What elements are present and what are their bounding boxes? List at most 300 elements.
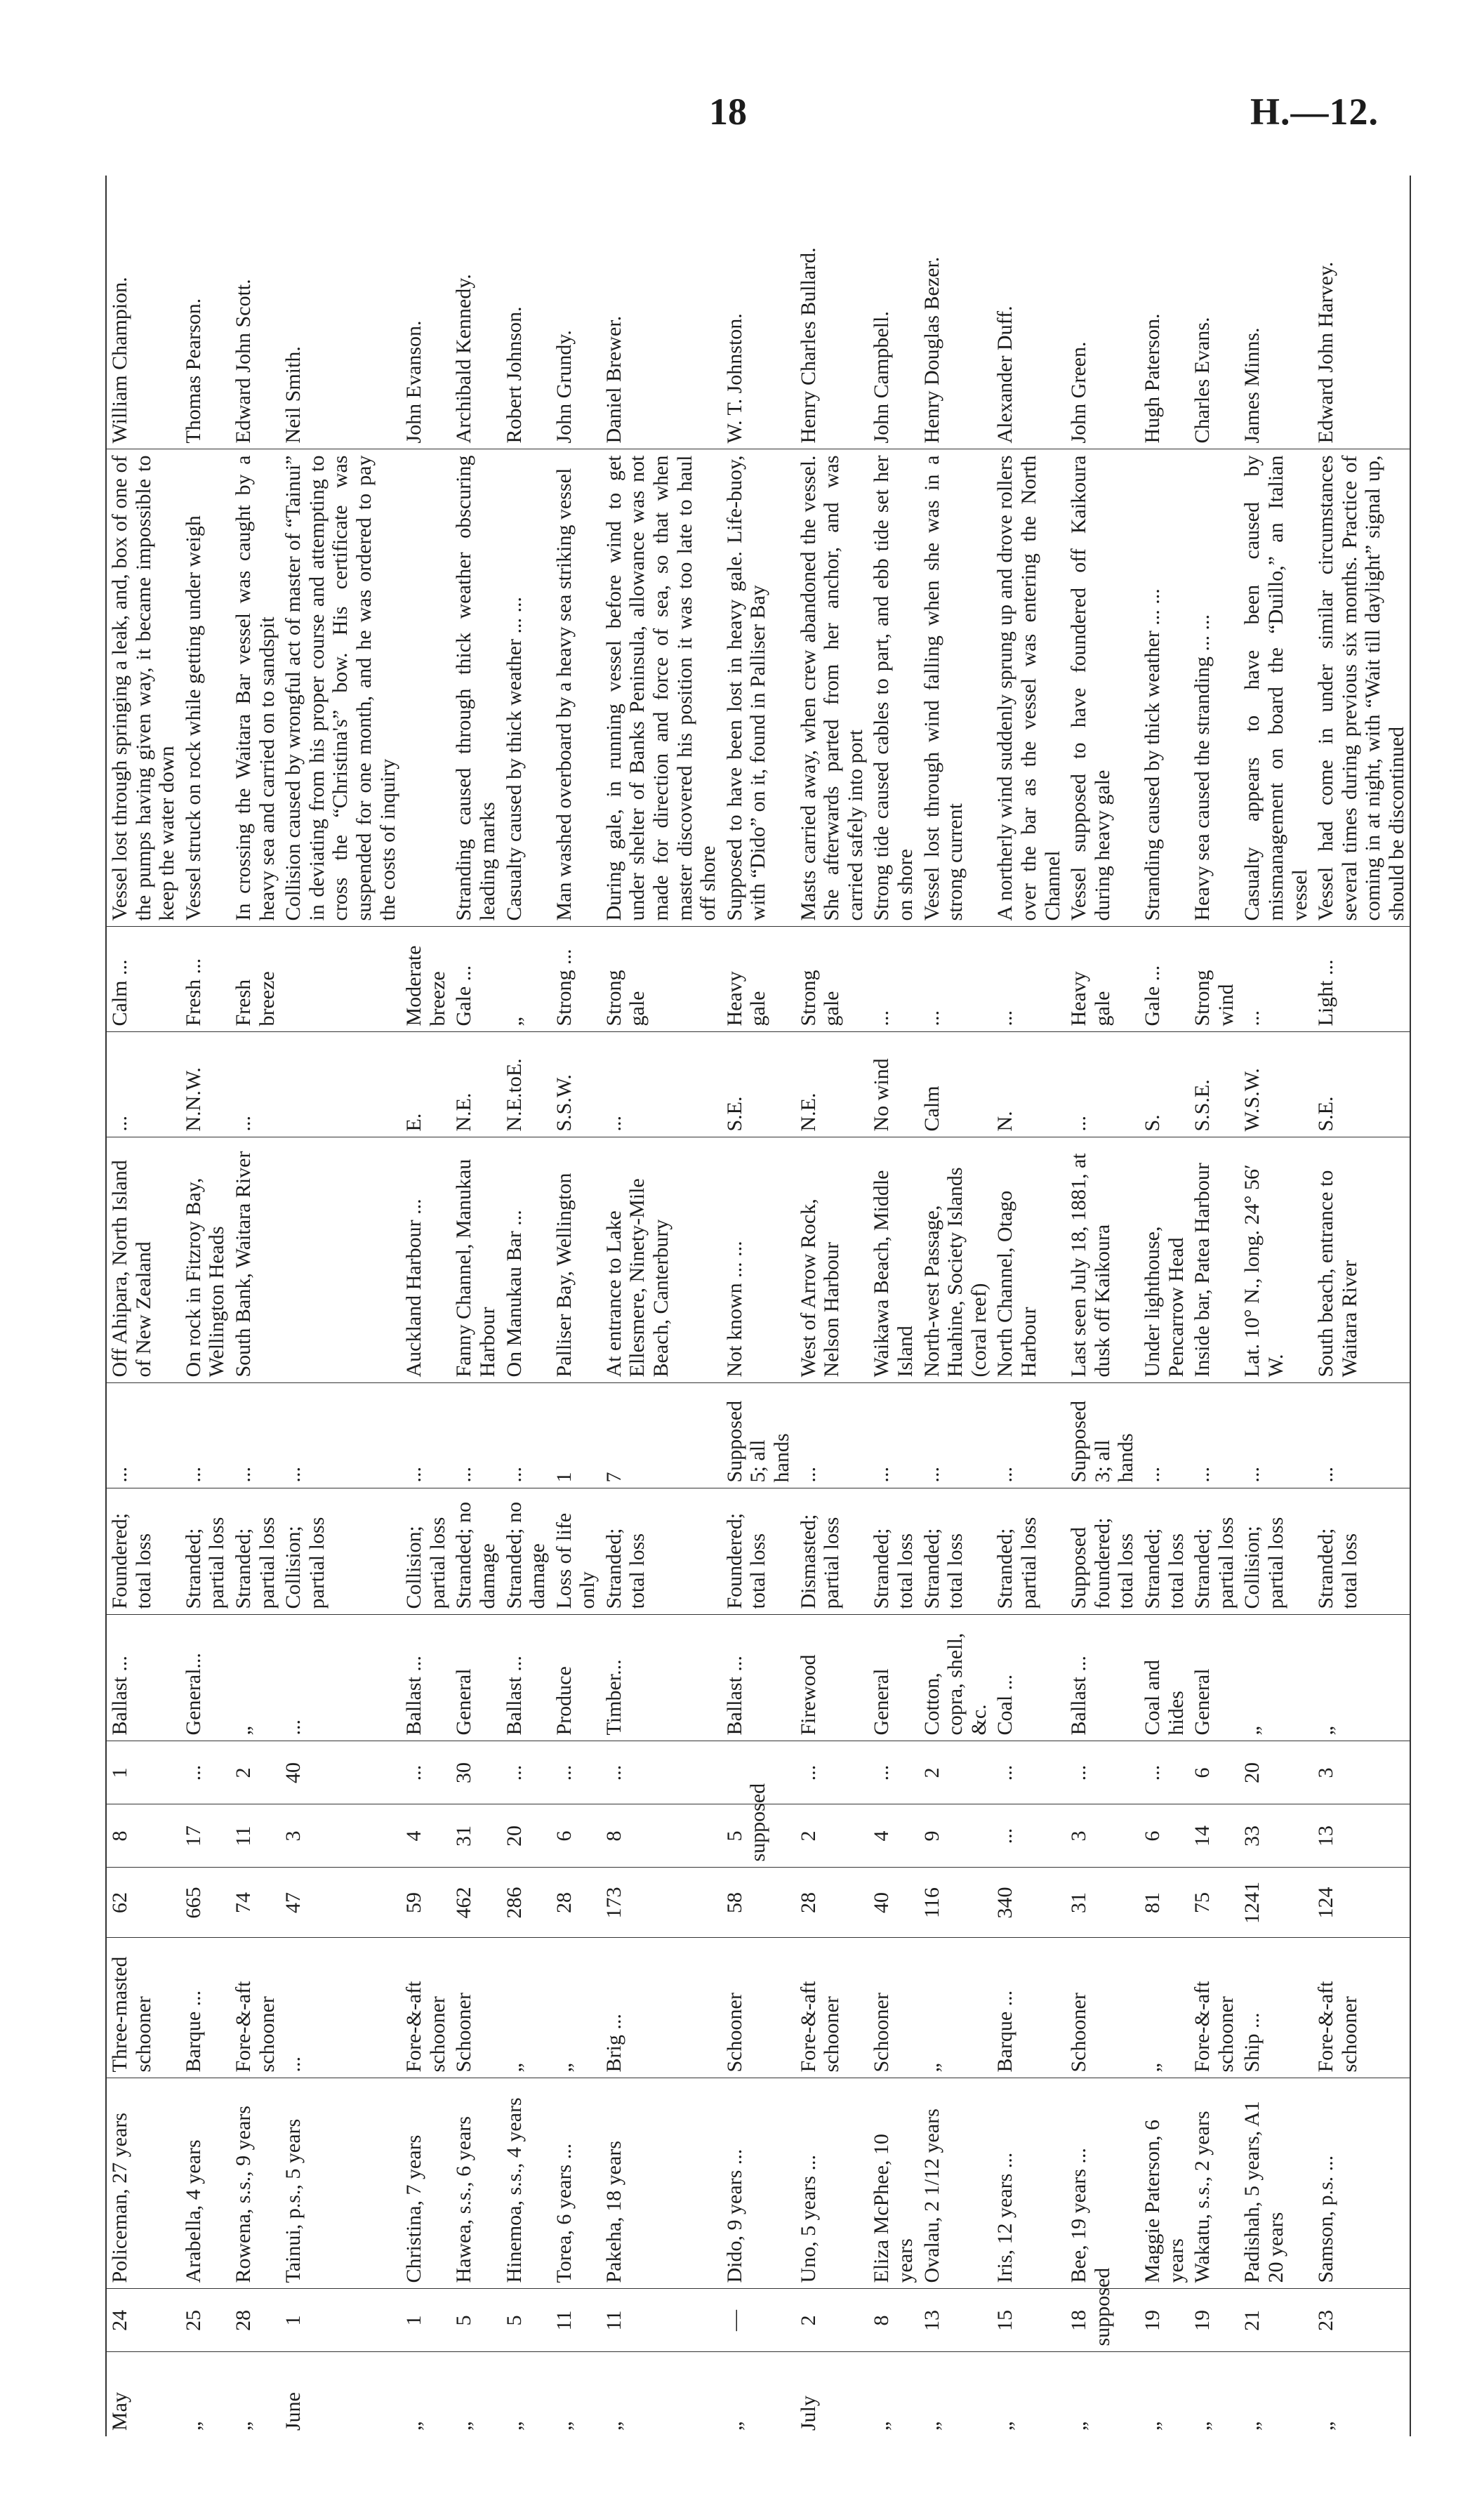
nature-of-casualty-cell: Collision; partial loss [1239,1488,1313,1615]
lives-lost-cell: ... [451,1383,501,1488]
month-cell: „ [722,2421,746,2431]
wind-force-cell: Fresh ... [180,927,230,1032]
lives-lost-cell: Supposed 5; all hands [722,1383,795,1488]
month-cell: „ [1067,2421,1091,2431]
tonnage-cell: 58 [722,1868,795,1938]
place-cell: Off Ahipara, North Island of New Zealand [106,1137,180,1383]
day-cell: 5 [501,2289,551,2352]
month-cell: „ [993,2421,1017,2431]
day-cell: — [722,2289,795,2352]
wind-force-cell: Fresh breeze [230,927,280,1032]
table-row [868,176,918,2436]
month-cell: „ [552,2421,576,2431]
passengers-cell: ... [1139,1741,1189,1804]
wind-direction-cell: ... [106,1032,180,1137]
vessel-name-cell: Maggie Paterson, 6 years [1139,2078,1189,2289]
crew-cell: 3 [280,1804,401,1868]
rig-cell: Brig ... [601,1938,722,2078]
cargo-cell: „ [1239,1615,1313,1741]
place-cell: On Manukau Bar ... [501,1137,551,1383]
month-cell: „ [1313,2352,1410,2436]
place-cell: On rock in Fitzroy Bay, Wellington Heads [180,1137,230,1383]
table-row [401,176,451,2436]
place-cell: West of Arrow Rock, Nelson Harbour [795,1137,869,1383]
nature-of-casualty-cell: Foundered; total loss [722,1488,795,1615]
vessel-name-cell: Hawea, s.s., 6 years [451,2078,501,2289]
wind-direction-cell: No wind [868,1032,918,1137]
tonnage-cell: 1241 [1239,1868,1313,1938]
tonnage-cell: 286 [501,1868,551,1938]
month-cell: June [281,2392,305,2431]
passengers-cell: 2 [230,1741,280,1804]
nature-of-casualty-cell: Stranded; total loss [601,1488,722,1615]
vessel-name-cell: Policeman, 27 years [106,2078,180,2289]
passengers-cell: ... [868,1741,918,1804]
crew-cell: 9 [919,1804,993,1868]
master-cell: Edward John Harvey. [1313,176,1410,449]
crew-cell: 11 [230,1804,280,1868]
place-cell: Fanny Channel, Manukau Harbour [451,1137,501,1383]
table-row [1139,176,1189,2436]
cargo-cell: General... [180,1615,230,1741]
cargo-cell: ... [280,1615,401,1741]
day-cell: 23 [1313,2289,1410,2352]
wind-direction-cell: N.N.W. [180,1032,230,1137]
day-cell: 19 [1189,2289,1239,2352]
table-row [501,176,551,2436]
month-cell: „ [1191,2421,1214,2431]
lives-lost-cell: ... [919,1383,993,1488]
cargo-cell: Firewood [795,1615,869,1741]
table-row [992,176,1066,2436]
wind-direction-cell: N.E. [795,1032,869,1137]
cause-cell: Vessel struck on rock while getting under weigh [180,449,230,927]
cause-cell: Supposed to have been lost in heavy gale. Life-buoy, with “Dido” on it, found in Palliser Bay [722,449,795,927]
wind-direction-cell: Calm [919,1032,993,1137]
tonnage-cell: 665 [180,1868,230,1938]
place-cell: Auckland Harbour ... [401,1137,451,1383]
lives-lost-cell: ... [1139,1383,1189,1488]
day-cell: 28 [230,2289,280,2352]
passengers-cell: ... [180,1741,230,1804]
tonnage-cell: 59 [401,1868,451,1938]
rig-cell: Fore-&-aft schooner [230,1938,280,2078]
nature-of-casualty-cell: Stranded; partial loss [992,1488,1066,1615]
cargo-cell: General [868,1615,918,1741]
place-cell: At entrance to Lake Ellesmere, Ninety-Mile Beach, Canterbury [601,1137,722,1383]
wind-direction-cell: S.E. [722,1032,795,1137]
vessel-name-cell: Eliza McPhee, 10 years [868,2078,918,2289]
cargo-cell: „ [1313,1615,1410,1741]
rig-cell: Three-masted schooner [106,1938,180,2078]
rig-cell: „ [501,1938,551,2078]
rig-cell: ... [280,1938,401,2078]
rig-cell: Barque ... [180,1938,230,2078]
wind-direction-cell: S. [1139,1032,1189,1137]
wind-direction-cell: S.S.E. [1189,1032,1239,1137]
cause-cell: In crossing the Waitara Bar vessel was caught by a heavy sea and carried on to sandspit [230,449,280,927]
cause-cell: Heavy sea caused the stranding ... ... [1189,449,1239,927]
lives-lost-cell: ... [795,1383,869,1488]
table-row [106,176,180,2436]
crew-cell: ... [992,1804,1066,1868]
month-cell: „ [920,2421,943,2431]
cause-cell: Masts carried away, when crew abandoned the vessel. She afterwards parted from her anchor, and was carried safely into port [795,449,869,927]
passengers-cell: ... [1066,1741,1139,1804]
vessel-name-cell: Torea, 6 years ... [551,2078,601,2289]
passengers-cell: 6 [1189,1741,1239,1804]
cause-cell: Casualty caused by thick weather ... ... [501,449,551,927]
month-cell: „ [602,2421,625,2431]
wind-force-cell: Strong ... [551,927,601,1032]
rig-cell: Schooner [451,1938,501,2078]
wind-direction-cell: E. [401,1032,451,1137]
master-cell: Henry Charles Bullard. [795,176,869,449]
day-cell: 13 [919,2289,993,2352]
passengers-cell: 2 [919,1741,993,1804]
place-cell: Last seen July 18, 1881, at dusk off Kaikoura [1066,1137,1139,1383]
crew-cell: 33 [1239,1804,1313,1868]
wind-force-cell: „ [501,927,551,1032]
master-cell: William Champion. [106,176,180,449]
passengers-cell: ... [551,1741,601,1804]
day-cell: 1 [401,2289,451,2352]
cargo-cell: Ballast ... [722,1615,795,1741]
tonnage-cell: 28 [551,1868,601,1938]
cargo-cell: Coal and hides [1139,1615,1189,1741]
wind-force-cell: Gale ... [451,927,501,1032]
master-cell: Daniel Brewer. [601,176,722,449]
day-cell: 21 [1239,2289,1313,2352]
tonnage-cell: 75 [1189,1868,1239,1938]
day-cell: 1 [280,2289,401,2352]
wind-force-cell: Calm ... [106,927,180,1032]
tonnage-cell: 116 [919,1868,993,1938]
month-cell: „ [181,2421,205,2431]
rig-cell: Fore-&-aft schooner [795,1938,869,2078]
cause-cell: Stranding caused by thick weather ... ... [1139,449,1189,927]
wind-force-cell: Heavy gale [1066,927,1139,1032]
master-cell: John Campbell. [868,176,918,449]
nature-of-casualty-cell: Collision; partial loss [401,1488,451,1615]
month-cell: „ [231,2421,255,2431]
cause-cell: Stranding caused through thick weather obscuring leading marks [451,449,501,927]
wind-force-cell: Strong gale [795,927,869,1032]
rotated-table-frame [105,176,1408,2436]
nature-of-casualty-cell: Stranded; total loss [1313,1488,1410,1615]
master-cell: Thomas Pearson. [180,176,230,449]
place-cell: North Channel, Otago Harbour [992,1137,1066,1383]
vessel-name-cell: Wakatu, s.s., 2 years [1189,2078,1239,2289]
passengers-cell: 30 [451,1741,501,1804]
passengers-cell: 40 [280,1741,401,1804]
cargo-cell: Produce [551,1615,601,1741]
page-number: 18 [709,91,747,133]
cause-cell: During gale, in running vessel before wind to get under shelter of Banks Peninsula, allowance was not made for direction and force of sea, so that when master discovered his position it was too late to haul off shore [601,449,722,927]
cargo-cell: Coal ... [992,1615,1066,1741]
place-cell: North-west Passage, Huahine, Society Islands (coral reef) [919,1137,993,1383]
month-cell: „ [1240,2421,1264,2431]
cause-cell: A northerly wind suddenly sprung up and drove rollers over the bar as the vessel was entering the North Channel [992,449,1066,927]
wind-force-cell: ... [919,927,993,1032]
table-row [1313,176,1410,2436]
day-cell: 2 [795,2289,869,2352]
vessel-name-cell: Pakeha, 18 years [601,2078,722,2289]
tonnage-cell: 173 [601,1868,722,1938]
tonnage-cell: 462 [451,1868,501,1938]
cause-cell: Vessel lost through springing a leak, and, box of one of the pumps having given way, it became impossible to keep the water down [106,449,180,927]
place-cell: Waikawa Beach, Middle Island [868,1137,918,1383]
table-row [1189,176,1239,2436]
rig-cell: „ [551,1938,601,2078]
day-cell: 19 [1139,2289,1189,2352]
master-cell: John Evanson. [401,176,451,449]
master-cell: Neil Smith. [280,176,401,449]
cargo-cell: Ballast ... [106,1615,180,1741]
table-row [1239,176,1313,2436]
rig-cell: Fore-&-aft schooner [1313,1938,1410,2078]
lives-lost-cell: ... [868,1383,918,1488]
day-cell: 11 [601,2289,722,2352]
wind-direction-cell: ... [601,1032,722,1137]
wind-force-cell: ... [1239,927,1313,1032]
wind-force-cell: Heavy gale [722,927,795,1032]
tonnage-cell: 74 [230,1868,280,1938]
nature-of-casualty-cell: Dismasted; partial loss [795,1488,869,1615]
passengers-cell: ... [401,1741,451,1804]
nature-of-casualty-cell: Supposed foundered; total loss [1066,1488,1139,1615]
place-cell [280,1137,401,1383]
wind-direction-cell: N.E. [451,1032,501,1137]
wind-direction-cell: N.E.toE. [501,1032,551,1137]
crew-cell: 5 supposed [722,1804,795,1868]
cause-cell: Collision caused by wrongful act of master of “Tainui” in deviating from his proper course and attempting to cross the “Christina's” bow. His certificate was suspended for one month, and he was ordered to pay the costs of inquiry [280,449,401,927]
master-cell: Henry Douglas Bezer. [919,176,993,449]
master-cell: W. T. Johnston. [722,176,795,449]
lives-lost-cell: Supposed 3; all hands [1066,1383,1139,1488]
table-row [919,176,993,2436]
nature-of-casualty-cell: Collision; partial loss [280,1488,401,1615]
wind-force-cell: Strong wind [1189,927,1239,1032]
cause-cell: Casualty appears to have been caused by mismanagement on board the “Duillo,” an Italian vessel [1239,449,1313,927]
nature-of-casualty-cell: Foundered; total loss [106,1488,180,1615]
master-cell: Robert Johnson. [501,176,551,449]
passengers-cell: ... [501,1741,551,1804]
master-cell: Edward John Scott. [230,176,280,449]
wind-force-cell: Strong gale [601,927,722,1032]
nature-of-casualty-cell: Stranded; partial loss [1189,1488,1239,1615]
day-cell: 5 [451,2289,501,2352]
nature-of-casualty-cell: Loss of life only [551,1488,601,1615]
nature-of-casualty-cell: Stranded; partial loss [230,1488,280,1615]
cause-cell [401,449,451,927]
crew-cell: 13 [1313,1804,1410,1868]
crew-cell: 8 [106,1804,180,1868]
vessel-name-cell: Rowena, s.s., 9 years [230,2078,280,2289]
table-row [795,176,869,2436]
cargo-cell: Ballast ... [1066,1615,1139,1741]
lives-lost-cell: ... [1313,1383,1410,1488]
tonnage-cell: 124 [1313,1868,1410,1938]
wreck-returns-table [105,176,1411,2436]
place-cell: Lat. 10° N., long. 24° 56′ W. [1239,1137,1313,1383]
place-cell: Under lighthouse, Pencarrow Head [1139,1137,1189,1383]
table-row [280,176,401,2436]
cargo-cell: Timber... [601,1615,722,1741]
lives-lost-cell: ... [180,1383,230,1488]
page-header [0,90,1484,146]
wreck-returns-sheet [105,176,1408,2436]
cause-cell: Vessel lost through wind falling when she was in a strong current [919,449,993,927]
table-row [451,176,501,2436]
nature-of-casualty-cell: Stranded; no damage [451,1488,501,1615]
cause-cell: Vessel supposed to have foundered off Kaikoura during heavy gale [1066,449,1139,927]
vessel-name-cell: Bee, 19 years ... [1066,2078,1139,2289]
rig-cell: „ [1139,1938,1189,2078]
document-reference: H.—12. [1250,91,1379,133]
vessel-name-cell: Arabella, 4 years [180,2078,230,2289]
crew-cell: 3 [1066,1804,1139,1868]
lives-lost-cell: ... [106,1383,180,1488]
crew-cell: 2 [795,1804,869,1868]
nature-of-casualty-cell: Stranded; total loss [1139,1488,1189,1615]
place-cell: South Bank, Waitara River [230,1137,280,1383]
place-cell: Inside bar, Patea Harbour [1189,1137,1239,1383]
month-cell: „ [452,2421,476,2431]
wind-direction-cell: W.S.W. [1239,1032,1313,1137]
rig-cell: Schooner [722,1938,795,2078]
master-cell: Hugh Paterson. [1139,176,1189,449]
cargo-cell: General [1189,1615,1239,1741]
wind-force-cell: ... [868,927,918,1032]
passengers-cell: ... [992,1741,1066,1804]
crew-cell: 20 [501,1804,551,1868]
month-cell: „ [870,2421,894,2431]
wind-direction-cell: N. [992,1032,1066,1137]
tonnage-cell: 81 [1139,1868,1189,1938]
crew-cell: 17 [180,1804,230,1868]
rig-cell: Schooner [1066,1938,1139,2078]
day-cell: 24 [106,2289,180,2352]
cargo-cell: Cotton, copra, shell, &c. [919,1615,993,1741]
rig-cell: Barque ... [992,1938,1066,2078]
wind-force-cell: ... [992,927,1066,1032]
vessel-name-cell: Tainui, p.s., 5 years [280,2078,401,2289]
wind-direction-cell [280,1032,401,1137]
table-body [106,176,1410,2436]
master-cell: Alexander Duff. [992,176,1066,449]
month-cell: „ [1140,2421,1164,2431]
crew-cell: 6 [1139,1804,1189,1868]
lives-lost-cell: ... [1189,1383,1239,1488]
wind-force-cell: Light ... [1313,927,1410,1032]
tonnage-cell: 40 [868,1868,918,1938]
passengers-cell: 20 [1239,1741,1313,1804]
wind-direction-cell: S.E. [1313,1032,1410,1137]
lives-lost-cell: ... [280,1383,401,1488]
wind-force-cell: Moderate breeze [401,927,451,1032]
rig-cell: Fore-&-aft schooner [1189,1938,1239,2078]
day-cell: 11 [551,2289,601,2352]
passengers-cell: ... [795,1741,869,1804]
lives-lost-cell: ... [401,1383,451,1488]
month-cell: „ [502,2421,526,2431]
lives-lost-cell: ... [230,1383,280,1488]
cargo-cell: Ballast ... [501,1615,551,1741]
cargo-cell: „ [230,1615,280,1741]
day-cell: 25 [180,2289,230,2352]
wind-direction-cell: ... [230,1032,280,1137]
crew-cell: 8 [601,1804,722,1868]
table-row [230,176,280,2436]
crew-cell: 4 [868,1804,918,1868]
lives-lost-cell: ... [501,1383,551,1488]
crew-cell: 6 [551,1804,601,1868]
cause-cell: Vessel had come in under similar circumstances several times during previous six months. Practice of coming in at night, with “Wait till daylight” signal up, should be discontinued [1313,449,1410,927]
place-cell: Palliser Bay, Wellington [551,1137,601,1383]
master-cell: James Minns. [1239,176,1313,449]
table-row [180,176,230,2436]
table-row [601,176,722,2436]
vessel-name-cell: Dido, 9 years ... [722,2078,795,2289]
place-cell: Not known ... ... [722,1137,795,1383]
day-cell: 8 [868,2289,918,2352]
table-row [1066,176,1139,2436]
master-cell: Archibald Kennedy. [451,176,501,449]
tonnage-cell: 47 [280,1868,401,1938]
cargo-cell: General [451,1615,501,1741]
rig-cell: „ [919,1938,993,2078]
lives-lost-cell: 1 [551,1383,601,1488]
vessel-name-cell: Hinemoa, s.s., 4 years [501,2078,551,2289]
rig-cell: Schooner [868,1938,918,2078]
lives-lost-cell: 7 [601,1383,722,1488]
month-cell: „ [402,2421,426,2431]
lives-lost-cell: ... [992,1383,1066,1488]
vessel-name-cell: Iris, 12 years ... [992,2078,1066,2289]
nature-of-casualty-cell: Stranded; total loss [868,1488,918,1615]
month-cell: May [106,2352,180,2436]
tonnage-cell: 62 [106,1868,180,1938]
passengers-cell: ... [601,1741,722,1804]
tonnage-cell: 340 [992,1868,1066,1938]
month-cell: July [796,2395,820,2431]
cause-cell: Man washed overboard by a heavy sea striking vessel [551,449,601,927]
passengers-cell: 3 [1313,1741,1410,1804]
wind-direction-cell: ... [1066,1032,1139,1137]
passengers-cell: 1 [106,1741,180,1804]
vessel-name-cell: Padishah, 5 years, A1 20 years [1239,2078,1313,2289]
wind-direction-cell: S.S.W. [551,1032,601,1137]
vessel-name-cell: Christina, 7 years [401,2078,451,2289]
nature-of-casualty-cell: Stranded; total loss [919,1488,993,1615]
rig-cell: Fore-&-aft schooner [401,1938,451,2078]
cargo-cell: Ballast ... [401,1615,451,1741]
master-cell: John Green. [1066,176,1139,449]
wind-force-cell [280,927,401,1032]
rig-cell: Ship ... [1239,1938,1313,2078]
master-cell: Charles Evans. [1189,176,1239,449]
day-cell: 15 [992,2289,1066,2352]
tonnage-cell: 31 [1066,1868,1139,1938]
master-cell: John Grundy. [551,176,601,449]
place-cell: South beach, entrance to Waitara River [1313,1137,1410,1383]
table-row [551,176,601,2436]
crew-cell: 4 [401,1804,451,1868]
nature-of-casualty-cell: Stranded; partial loss [180,1488,230,1615]
vessel-name-cell: Samson, p.s. ... [1313,2078,1410,2289]
table-row [722,176,795,2436]
